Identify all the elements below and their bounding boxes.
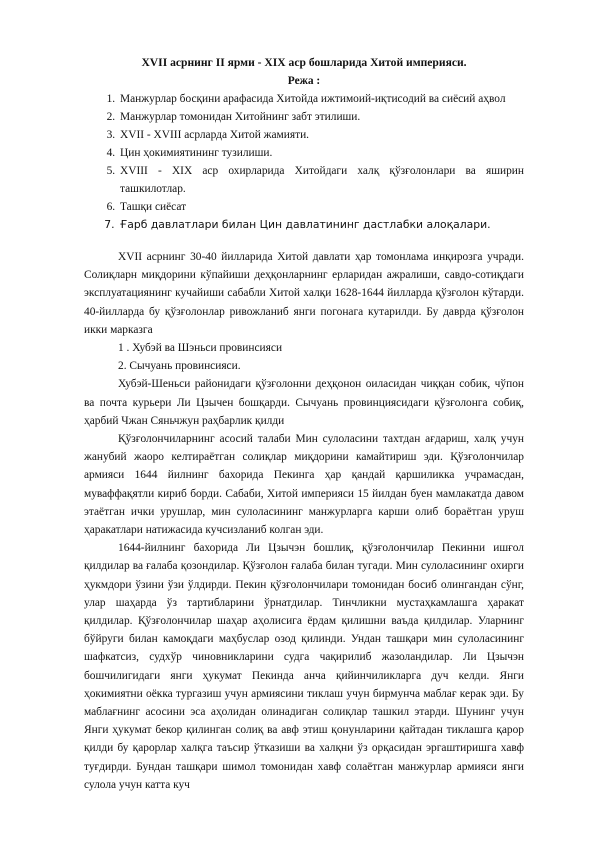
plan-item: 5. XVIII - XIX аср охирларида Хитойдаги халқ қўзғолонлари ва яширин ташкилотлар. [118, 162, 524, 198]
paragraph: XVII асрнинг 30-40 йилларида Хитой давлати ҳар томонлама инқирозга учради. Солиқларн миқдорини кўпайиши деҳқонларнинг ерларидан ажралиши, савдо-сотиқдаги эксплуатациянинг кучайиши сабабли Хитой халқи 1628-1644 йилларда қўзғолон кўтарди. 40-йилларда бу қўзғолонлар ривожланиб янги погонага кутарилди. Бу даврда қўзғолон икки марказга [84, 251, 524, 336]
spacer [84, 234, 524, 248]
paragraph: Қўзғолончиларнинг асосий талаби Мин сулоласини тахтдан ағдариш, халқ учун жанубий жаоро келтираётган солиқлар миқдорини камайтириш эди. Қўзғолончилар армияси 1644 йилнинг бахорида Пекинга ҳар қандай қаршиликка учрамасдан, муваффақятли кириб борди. Сабаби, Хитой империяси 15 йилдан буен мамлакатда давом этаётган ички урушлар, мин сулоласининг манжурларга карши олиб бораётган уруш ҳаракатлари натижасида кучсизланиб колган эди. [84, 433, 524, 537]
paragraph: Хубэй-Шеньси районидаги қўзғолонни деҳқонон оиласидан чиққан собик, чўпон ва почта курьери Ли Цзычен бошқарди. Сычуань провинциясидаги қўзғолонга собиқ, ҳарбий Чжан Сяньчжун раҳбарлик қилди [84, 378, 524, 427]
document-title: XVII асрнинг II ярми - XIX аср бошларида Хитой империяси. [141, 56, 467, 69]
plan-item: 1. Манжурлар босқини арафасида Хитойда ижтимоий-иқтисодий ва сиёсий аҳвол [118, 90, 524, 108]
plan-item: 6. Ташқи сиёсат [118, 198, 524, 216]
plan-list [84, 90, 524, 234]
plan-item: 7. Ғарб давлатлари билан Цин давлатининг дастлабки алоқалари. [118, 216, 524, 234]
sub-item: 2. Сычуань провинсияси. [118, 360, 241, 373]
plan-item: 3. XVII - XVIII асрларда Хитой жамияти. [118, 126, 524, 144]
document-body [84, 54, 524, 794]
plan-item: 2. Манжурлар томонидан Хитойнинг забт этилиши. [118, 108, 524, 126]
paragraph: 1644-йилнинг бахорида Ли Цзычэн бошлиқ, қўзғолончилар Пекинни ишғол қилдилар ва ғалаба қозондилар. Қўзғолон ғалаба билан тугади. Мин сулоласининг охирги ҳукмдори ўзини ўзи ўлдирди. Пекин қўзғолончилари томонидан босиб олингандан сўнг, улар шаҳарда ўз тартибларини ўрнатдилар. Тинчликни мустаҳкамлашга ҳаракат қилдилар. Қўзғолончилар шаҳар аҳолисига ёрдам қилишни ваъда қилдилар. Уларнинг бўйруги билан камоқдаги маҳбуслар озод қилинди. Ундан ташқари мин сулоласининг шафкатсиз, судхўр чиновникларини судга чақирилиб жазоландилар. Ли Цзычэн бошчилигидаги янги ҳукумат Пекинда анча қийинчиликларга дуч келди. Янги ҳокимиятни оёкка тургазиш учун армиясини тиклаш учун бирмунча маблағ керак эди. Бу маблағнинг асосини эса аҳолидан олинадиган солиқлар ташкил этарди. Шунинг учун Янги ҳукумат бекор қилинган солиқ ва авф этиш қонунларини қайтадан тиклашга қарор қилди бу қарорлар халқга таъсир ўтказиши ва халқни ўз орқасидан эргаштиришга хавф туғдирди. Бундан ташқари шимол томонидан хавф солаётган манжурлар армияси янги сулола учун катта куч [84, 542, 524, 791]
plan-label: Режа : [287, 75, 321, 87]
sub-item: 1 . Хубэй ва Шэньси провинсияси [118, 342, 283, 355]
plan-item: 4. Цин ҳокимиятининг тузилиши. [118, 144, 524, 162]
